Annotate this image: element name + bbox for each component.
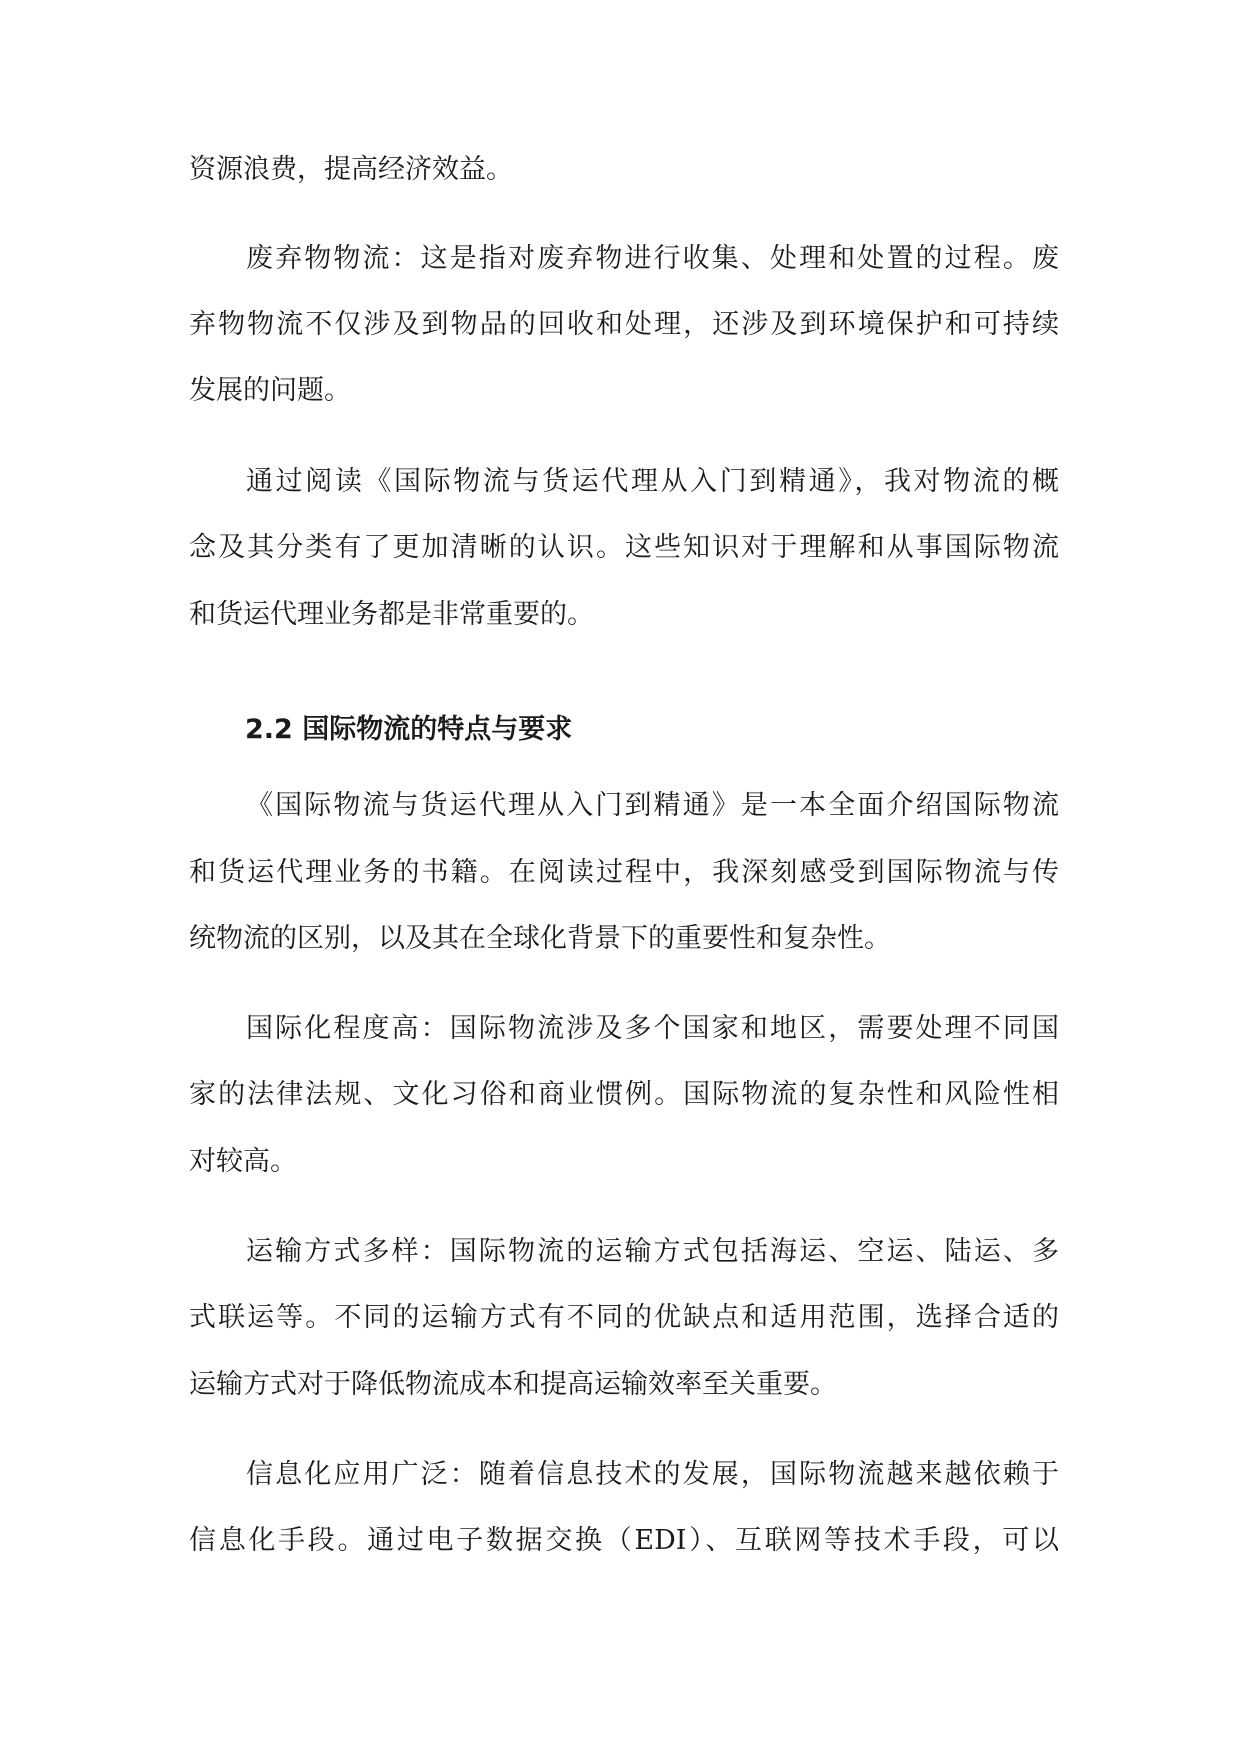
paragraph-line: 通过阅读《国际物流与货运代理从入门到精通》，我对物流的概 <box>246 466 1059 497</box>
section-heading: 2.2 国际物流的特点与要求 <box>245 714 573 745</box>
paragraph-line: 统物流的区别，以及其在全球化背景下的重要性和复杂性。 <box>189 923 891 954</box>
paragraph-line: 式联运等。不同的运输方式有不同的优缺点和适用范围，选择合适的 <box>189 1302 1059 1333</box>
paragraph-line: 废弃物物流：这是指对废弃物进行收集、处理和处置的过程。废 <box>246 243 1059 274</box>
paragraph-line: 资源浪费，提高经济效益。 <box>189 154 513 185</box>
paragraph-line: 念及其分类有了更加清晰的认识。这些知识对于理解和从事国际物流 <box>189 532 1059 563</box>
paragraph-line: 和货运代理业务的书籍。在阅读过程中，我深刻感受到国际物流与传 <box>189 857 1059 888</box>
paragraph-line: 发展的问题。 <box>189 375 351 406</box>
paragraph-line: 信息化应用广泛：随着信息技术的发展，国际物流越来越依赖于 <box>246 1459 1059 1490</box>
paragraph-line: 信息化手段。通过电子数据交换（EDI）、互联网等技术手段，可以 <box>189 1525 1059 1556</box>
paragraph-line: 运输方式对于降低物流成本和提高运输效率至关重要。 <box>189 1369 837 1400</box>
paragraph-line: 对较高。 <box>189 1146 297 1177</box>
paragraph-line: 弃物物流不仅涉及到物品的回收和处理，还涉及到环境保护和可持续 <box>189 309 1059 340</box>
paragraph-line: 家的法律法规、文化习俗和商业惯例。国际物流的复杂性和风险性相 <box>189 1079 1059 1110</box>
paragraph-line: 和货运代理业务都是非常重要的。 <box>189 599 594 630</box>
paragraph-line: 《国际物流与货运代理从入门到精通》是一本全面介绍国际物流 <box>246 790 1059 821</box>
paragraph-line: 国际化程度高：国际物流涉及多个国家和地区，需要处理不同国 <box>246 1013 1059 1044</box>
paragraph-line: 运输方式多样：国际物流的运输方式包括海运、空运、陆运、多 <box>246 1236 1059 1267</box>
